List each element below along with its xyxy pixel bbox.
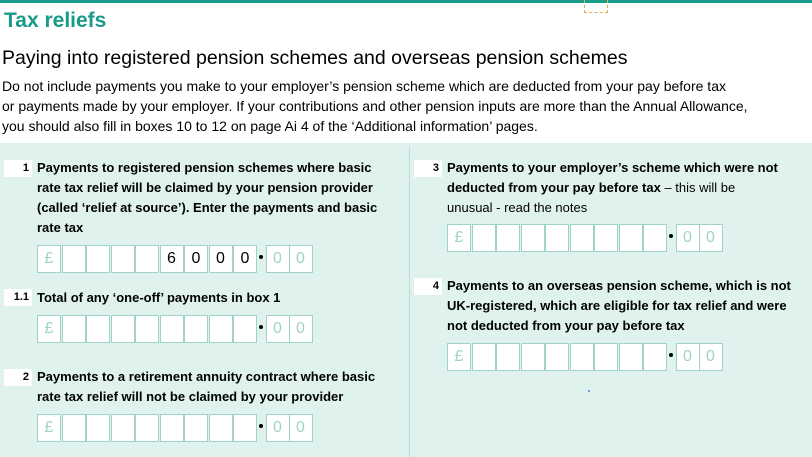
pence-digit-cell[interactable]: 0 — [289, 414, 313, 442]
column-divider — [409, 147, 410, 457]
label-line: Total of any ‘one-off’ payments in box 1 — [37, 290, 281, 305]
intro-line: Do not include payments you make to your employer’s pension scheme which are deducted from your pay before tax — [2, 78, 726, 94]
box-number-2: 2 — [4, 369, 32, 386]
label-normal: – this will be — [660, 180, 736, 195]
pounds-digit-cell[interactable] — [545, 343, 569, 371]
pounds-digit-cell[interactable] — [209, 414, 233, 442]
pounds-digit-cell[interactable] — [472, 224, 496, 252]
pence-digit-cell[interactable]: 0 — [676, 224, 700, 252]
header-rule — [0, 0, 812, 3]
pound-sign-cell: £ — [447, 343, 471, 371]
intro-line: or payments made by your employer. If your contributions and other pension inputs are more than the Annual Allowance, — [2, 98, 748, 114]
pounds-digit-cell[interactable]: 6 — [160, 245, 184, 273]
pounds-digit-cell[interactable] — [86, 414, 110, 442]
pounds-digit-cell[interactable] — [570, 224, 594, 252]
box-1-label — [37, 158, 377, 238]
pounds-digit-cell[interactable] — [496, 224, 520, 252]
label-line: Payments to an overseas pension scheme, which is not — [447, 278, 791, 293]
pence-digit-cell[interactable]: 0 — [289, 315, 313, 343]
pounds-digit-cell[interactable] — [496, 343, 520, 371]
pounds-digit-cell[interactable] — [184, 315, 208, 343]
pounds-digit-cell[interactable] — [111, 245, 135, 273]
pounds-digit-cell[interactable] — [594, 224, 618, 252]
label-line: not deducted from your pay before tax — [447, 318, 685, 333]
pounds-digit-cell[interactable] — [111, 315, 135, 343]
label-line: Payments to your employer’s scheme which were not — [447, 160, 778, 175]
pence-digit-cell[interactable]: 0 — [266, 315, 290, 343]
pounds-digit-cell[interactable] — [160, 315, 184, 343]
label-line: rate tax — [37, 220, 84, 235]
box-3-label — [447, 158, 778, 218]
pounds-digit-cell[interactable] — [184, 414, 208, 442]
pound-sign-cell: £ — [37, 414, 61, 442]
pounds-digit-cell[interactable] — [160, 414, 184, 442]
decimal-point — [259, 255, 263, 259]
intro-line: you should also fill in boxes 10 to 12 on page Ai 4 of the ‘Additional information’ pages. — [2, 118, 538, 134]
label-bold: deducted from your pay before tax — [447, 180, 661, 195]
label-line: (called ‘relief at source’). Enter the payments and basic — [37, 200, 378, 215]
label-line: rate tax relief will not be claimed by your provider — [37, 389, 344, 404]
box-number-3: 3 — [414, 160, 442, 177]
box-number-1: 1 — [4, 160, 32, 177]
label-line: Payments to registered pension schemes where basic — [37, 160, 372, 175]
pounds-digit-cell[interactable] — [86, 245, 110, 273]
label-line: UK-registered, which are eligible for tax relief and were — [447, 298, 787, 313]
label-line — [447, 178, 778, 198]
section-subtitle: Paying into registered pension schemes and overseas pension schemes — [2, 47, 628, 69]
pounds-digit-cell[interactable] — [594, 343, 618, 371]
decimal-point — [669, 353, 673, 357]
pence-digit-cell[interactable]: 0 — [699, 224, 723, 252]
label-line: Payments to a retirement annuity contract where basic — [37, 369, 376, 384]
pence-digit-cell[interactable]: 0 — [289, 245, 313, 273]
pence-digit-cell[interactable]: 0 — [266, 245, 290, 273]
pounds-digit-cell[interactable] — [135, 245, 159, 273]
pounds-digit-cell[interactable]: 0 — [184, 245, 208, 273]
pounds-digit-cell[interactable] — [570, 343, 594, 371]
intro-text — [2, 76, 810, 136]
pounds-digit-cell[interactable] — [209, 315, 233, 343]
decimal-point — [669, 234, 673, 238]
label-line: unusual - read the notes — [447, 200, 588, 215]
pence-digit-cell[interactable]: 0 — [676, 343, 700, 371]
pound-sign-cell: £ — [37, 315, 61, 343]
pounds-digit-cell[interactable] — [233, 414, 257, 442]
pounds-digit-cell[interactable] — [86, 315, 110, 343]
pence-digit-cell[interactable]: 0 — [699, 343, 723, 371]
pounds-digit-cell[interactable]: 0 — [209, 245, 233, 273]
pounds-digit-cell[interactable] — [62, 414, 86, 442]
pounds-digit-cell[interactable] — [135, 315, 159, 343]
pound-sign-cell: £ — [37, 245, 61, 273]
pounds-digit-cell[interactable] — [643, 224, 667, 252]
box-number-4: 4 — [414, 278, 442, 295]
box-number-1-1: 1.1 — [4, 289, 32, 306]
pounds-digit-cell[interactable] — [619, 224, 643, 252]
label-line: rate tax relief will be claimed by your pension provider — [37, 180, 373, 195]
pounds-digit-cell[interactable] — [545, 224, 569, 252]
pounds-digit-cell[interactable] — [619, 343, 643, 371]
pound-sign-cell: £ — [447, 224, 471, 252]
box-4-label — [447, 276, 791, 336]
pounds-digit-cell[interactable] — [135, 414, 159, 442]
stray-dot — [588, 390, 590, 392]
corner-mark — [584, 0, 608, 13]
box-1-1-label — [37, 288, 280, 308]
pounds-digit-cell[interactable] — [521, 224, 545, 252]
pounds-digit-cell[interactable]: 0 — [233, 245, 257, 273]
box-2-label — [37, 367, 375, 407]
pounds-digit-cell[interactable] — [62, 245, 86, 273]
pounds-digit-cell[interactable] — [233, 315, 257, 343]
pounds-digit-cell[interactable] — [472, 343, 496, 371]
section-title: Tax reliefs — [4, 9, 107, 32]
decimal-point — [259, 325, 263, 329]
pounds-digit-cell[interactable] — [62, 315, 86, 343]
pounds-digit-cell[interactable] — [521, 343, 545, 371]
pence-digit-cell[interactable]: 0 — [266, 414, 290, 442]
decimal-point — [259, 424, 263, 428]
pounds-digit-cell[interactable] — [643, 343, 667, 371]
pounds-digit-cell[interactable] — [111, 414, 135, 442]
